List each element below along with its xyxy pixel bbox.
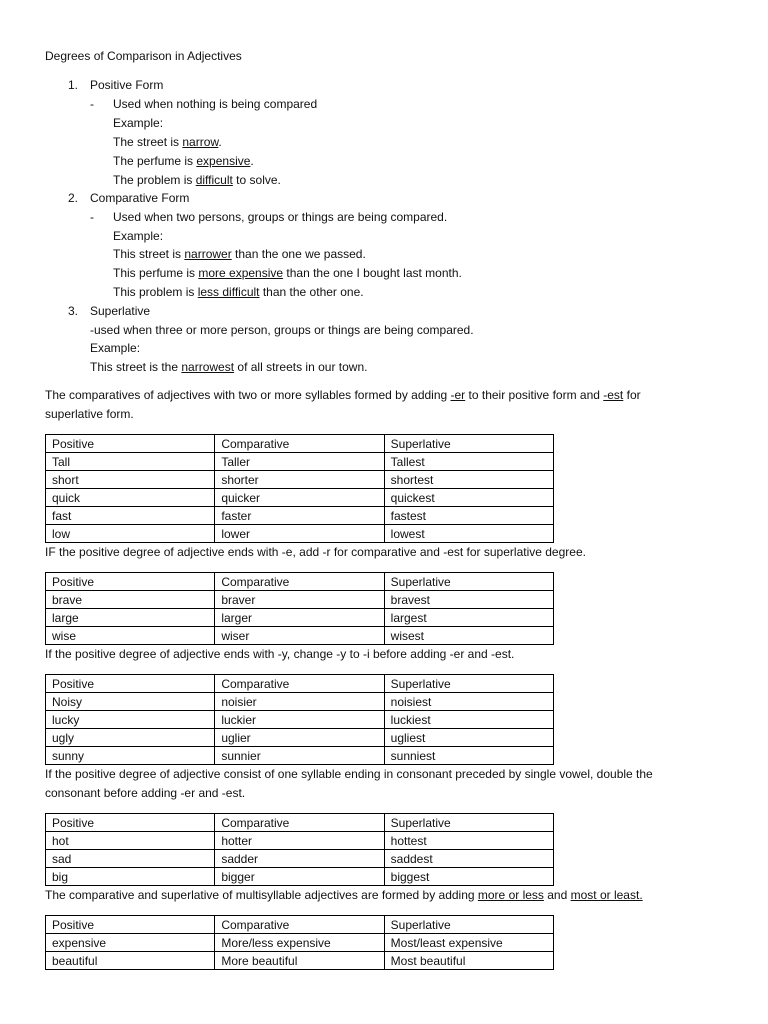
example-label: Example: xyxy=(113,116,164,130)
cell-comparative: More/less expensive xyxy=(215,934,384,952)
example-sentence: This street is narrower than the one we passed. xyxy=(113,247,366,261)
example-sentence: The street is narrow. xyxy=(113,135,222,149)
table-row xyxy=(46,850,554,868)
header-superlative: Superlative xyxy=(384,573,553,591)
cell-comparative: larger xyxy=(215,609,384,627)
table-row xyxy=(46,627,554,645)
cell-positive: lucky xyxy=(46,711,215,729)
comparison-table xyxy=(45,572,554,645)
example-label: Example: xyxy=(113,229,164,243)
cell-positive: Noisy xyxy=(46,693,215,711)
cell-superlative: shortest xyxy=(384,471,553,489)
cell-comparative: bigger xyxy=(215,868,384,886)
table-row xyxy=(46,832,554,850)
header-positive: Positive xyxy=(46,573,215,591)
cell-superlative: biggest xyxy=(384,868,553,886)
cell-positive: quick xyxy=(46,489,215,507)
example-sentence: This street is the narrowest of all streets in our town. xyxy=(90,360,368,374)
cell-positive: large xyxy=(46,609,215,627)
cell-positive: expensive xyxy=(46,934,215,952)
table-row xyxy=(46,747,554,765)
rule-paragraph-line: superlative form. xyxy=(45,407,134,421)
table-row xyxy=(46,952,554,970)
cell-positive: brave xyxy=(46,591,215,609)
cell-comparative: shorter xyxy=(215,471,384,489)
list-number: 2. xyxy=(68,191,79,205)
cell-superlative: Most/least expensive xyxy=(384,934,553,952)
table-header-row xyxy=(46,435,554,453)
rule-paragraph: The comparatives of adjectives with two or more syllables formed by adding -er to their positive form and -est for xyxy=(45,388,641,402)
cell-superlative: Most beautiful xyxy=(384,952,553,970)
section-heading: Positive Form xyxy=(90,78,164,92)
cell-superlative: wisest xyxy=(384,627,553,645)
table-row xyxy=(46,609,554,627)
header-positive: Positive xyxy=(46,675,215,693)
cell-comparative: lower xyxy=(215,525,384,543)
cell-superlative: ugliest xyxy=(384,729,553,747)
section-description: Used when two persons, groups or things are being compared. xyxy=(113,210,448,224)
cell-superlative: fastest xyxy=(384,507,553,525)
table-row xyxy=(46,868,554,886)
cell-superlative: sunniest xyxy=(384,747,553,765)
cell-positive: beautiful xyxy=(46,952,215,970)
cell-superlative: noisiest xyxy=(384,693,553,711)
table-row xyxy=(46,693,554,711)
cell-comparative: More beautiful xyxy=(215,952,384,970)
example-label: Example: xyxy=(90,341,141,355)
cell-superlative: lowest xyxy=(384,525,553,543)
list-number: 3. xyxy=(68,304,79,318)
cell-comparative: faster xyxy=(215,507,384,525)
header-positive: Positive xyxy=(46,435,215,453)
cell-positive: sad xyxy=(46,850,215,868)
document-title: Degrees of Comparison in Adjectives xyxy=(45,49,242,63)
table-row xyxy=(46,591,554,609)
table-row xyxy=(46,711,554,729)
comparison-table xyxy=(45,813,554,886)
header-comparative: Comparative xyxy=(215,675,384,693)
example-sentence: The perfume is expensive. xyxy=(113,154,254,168)
header-superlative: Superlative xyxy=(384,916,553,934)
comparison-table xyxy=(45,434,554,543)
cell-comparative: hotter xyxy=(215,832,384,850)
table-row xyxy=(46,507,554,525)
cell-superlative: saddest xyxy=(384,850,553,868)
cell-positive: Tall xyxy=(46,453,215,471)
cell-positive: big xyxy=(46,868,215,886)
cell-comparative: sadder xyxy=(215,850,384,868)
table-header-row xyxy=(46,675,554,693)
section-description: -used when three or more person, groups or things are being compared. xyxy=(90,323,474,337)
comparison-table xyxy=(45,915,554,970)
rule-paragraph: IF the positive degree of adjective ends with -e, add -r for comparative and -est for superlative degree. xyxy=(45,545,586,559)
cell-comparative: sunnier xyxy=(215,747,384,765)
rule-paragraph-line: consonant before adding -er and -est. xyxy=(45,786,246,800)
comparison-table xyxy=(45,674,554,765)
header-superlative: Superlative xyxy=(384,675,553,693)
header-comparative: Comparative xyxy=(215,435,384,453)
cell-comparative: Taller xyxy=(215,453,384,471)
cell-comparative: braver xyxy=(215,591,384,609)
cell-positive: low xyxy=(46,525,215,543)
example-sentence: The problem is difficult to solve. xyxy=(113,173,281,187)
cell-positive: short xyxy=(46,471,215,489)
cell-superlative: quickest xyxy=(384,489,553,507)
header-comparative: Comparative xyxy=(215,916,384,934)
cell-superlative: Tallest xyxy=(384,453,553,471)
table-row xyxy=(46,934,554,952)
cell-superlative: hottest xyxy=(384,832,553,850)
header-positive: Positive xyxy=(46,916,215,934)
cell-comparative: wiser xyxy=(215,627,384,645)
cell-superlative: bravest xyxy=(384,591,553,609)
cell-comparative: quicker xyxy=(215,489,384,507)
rule-paragraph: The comparative and superlative of multisyllable adjectives are formed by adding more or less and most or least. xyxy=(45,888,643,902)
header-superlative: Superlative xyxy=(384,435,553,453)
table-row xyxy=(46,489,554,507)
table-row xyxy=(46,453,554,471)
table-header-row xyxy=(46,573,554,591)
section-description: Used when nothing is being compared xyxy=(113,97,318,111)
cell-positive: hot xyxy=(46,832,215,850)
header-superlative: Superlative xyxy=(384,814,553,832)
list-number: 1. xyxy=(68,78,79,92)
cell-positive: wise xyxy=(46,627,215,645)
cell-positive: fast xyxy=(46,507,215,525)
table-row xyxy=(46,471,554,489)
rule-paragraph: If the positive degree of adjective consist of one syllable ending in consonant preceded by single vowel, double the xyxy=(45,767,653,781)
table-row xyxy=(46,525,554,543)
table-header-row xyxy=(46,814,554,832)
rule-paragraph: If the positive degree of adjective ends with -y, change -y to -i before adding -er and -est. xyxy=(45,647,515,661)
header-positive: Positive xyxy=(46,814,215,832)
list-dash: - xyxy=(90,97,94,111)
list-dash: - xyxy=(90,210,94,224)
example-sentence: This perfume is more expensive than the one I bought last month. xyxy=(113,266,462,280)
cell-superlative: luckiest xyxy=(384,711,553,729)
section-heading: Comparative Form xyxy=(90,191,190,205)
cell-comparative: luckier xyxy=(215,711,384,729)
cell-positive: sunny xyxy=(46,747,215,765)
section-heading: Superlative xyxy=(90,304,151,318)
example-sentence: This problem is less difficult than the other one. xyxy=(113,285,364,299)
table-row xyxy=(46,729,554,747)
header-comparative: Comparative xyxy=(215,814,384,832)
cell-comparative: uglier xyxy=(215,729,384,747)
table-header-row xyxy=(46,916,554,934)
cell-positive: ugly xyxy=(46,729,215,747)
header-comparative: Comparative xyxy=(215,573,384,591)
cell-superlative: largest xyxy=(384,609,553,627)
cell-comparative: noisier xyxy=(215,693,384,711)
